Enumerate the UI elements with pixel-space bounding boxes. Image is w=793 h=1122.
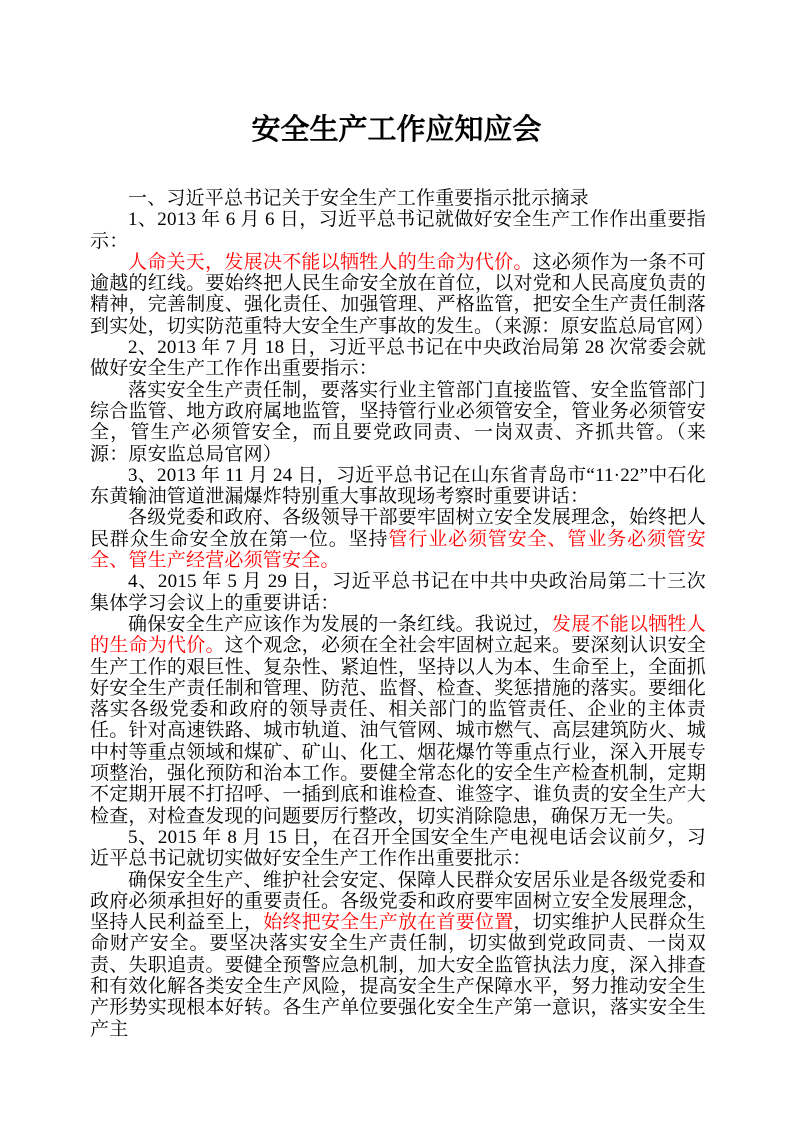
highlighted-text: 始终把安全生产放在首要位置: [263, 912, 514, 934]
item-5-intro: [90, 827, 706, 870]
text-run: 确保安全生产应该作为发展的一条红线。我说过，: [128, 613, 552, 635]
text-run: 1、2013 年 6 月 6 日，习近平总书记就做好安全生产工作作出重要指示：: [90, 209, 706, 252]
document-body: [90, 188, 715, 1040]
item-3-intro: [90, 465, 706, 508]
text-run: 确保安全生产、维护社会安定、保障人民群众安居乐业是各级党委和政府必须承担好的重要责任。各级党委和政府要牢固树立安全发展理念，坚持人民利益至上，: [90, 869, 706, 934]
text-run: ，切实维护人民群众生命财产安全。要坚决落实安全生产责任制，切实做到党政同责、一岗双责、失职追责。要健全预警应急机制，加大安全监管执法力度，深入排查和有效化解各类安全生产风险，提高安全生产保障水平，努力推动安全生产形势实现根本好转。各生产单位要强化安全生产第一意识，落实安全生产主: [90, 912, 706, 1040]
item-2-intro: [90, 337, 706, 380]
text-run: 一、习近平总书记关于安全生产工作重要指示批示摘录: [128, 188, 589, 209]
text-run: 落实安全生产责任制，要落实行业主管部门直接监管、安全监管部门综合监管、地方政府属地监管，坚持管行业必须管安全，管业务必须管安全，管生产必须管安全，而且要党政同责、一岗双责、齐抓共管。（来源：原安监总局官网）: [90, 379, 706, 465]
document-title: 安全生产工作应知应会: [251, 114, 542, 146]
item-4-intro: [90, 571, 706, 614]
section-heading: [90, 188, 706, 209]
text-run: 2、2013 年 7 月 18 日，习近平总书记在中央政治局第 28 次常委会就做好安全生产工作作出重要指示：: [90, 337, 706, 380]
item-3-quote: [90, 507, 706, 571]
text-run: 各级党委和政府、各级领导干部要牢固树立安全发展理念，始终把人民群众生命安全放在第一位。坚持: [90, 507, 706, 550]
highlighted-text: 人命关天，发展决不能以牺牲人的生命为代价。: [128, 251, 533, 273]
item-4-quote: [90, 614, 706, 827]
text-run: 这个观念，必须在全社会牢固树立起来。要深刻认识安全生产工作的艰巨性、复杂性、紧迫性，坚持以人为本、生命至上，全面抓好安全生产责任制和管理、防范、监督、检查、奖惩措施的落实。要细化落实各级党委和政府的领导责任、相关部门的监管责任、企业的主体责任。针对高速铁路、城市轨道、油气管网、城市燃气、高层建筑防火、城中村等重点领域和煤矿、矿山、化工、烟花爆竹等重点行业，深入开展专项整治，强化预防和治本工作。要健全常态化的安全生产检查机制，定期不定期开展不打招呼、一插到底和谁检查、谁签字、谁负责的安全生产大检查，对检查发现的问题要厉行整改，切实消除隐患，确保万无一失。: [90, 635, 706, 827]
item-1-intro: [90, 209, 706, 252]
text-run: 4、2015 年 5 月 29 日，习近平总书记在中共中央政治局第二十三次集体学习会议上的重要讲话：: [90, 571, 706, 614]
highlighted-text: 管行业必须管安全、管业务必须管安全、管生产经营必须管安全。: [90, 528, 706, 572]
text-run: 3、2013 年 11 月 24 日，习近平总书记在山东省青岛市“11·22”中石化东黄输油管道泄漏爆炸特别重大事故现场考察时重要讲话：: [90, 464, 706, 508]
item-2-quote: [90, 380, 706, 465]
item-1-quote: [90, 251, 715, 337]
text-run: 这必须作为一条不可逾越的红线。要始终把人民生命安全放在首位，以对党和人民高度负责的精神，完善制度、强化责任、加强管理、严格监管，把安全生产责任制落到实处，切实防范重特大安全生产事故的发生。（来源：原安监总局官网）: [90, 251, 715, 337]
highlighted-text: 发展不能以牺牲人的生命为代价。: [90, 613, 707, 657]
item-5-quote: [90, 870, 706, 1040]
text-run: 5、2015 年 8 月 15 日，在召开全国安全生产电视电话会议前夕，习近平总书记就切实做好安全生产工作作出重要批示：: [90, 826, 706, 870]
